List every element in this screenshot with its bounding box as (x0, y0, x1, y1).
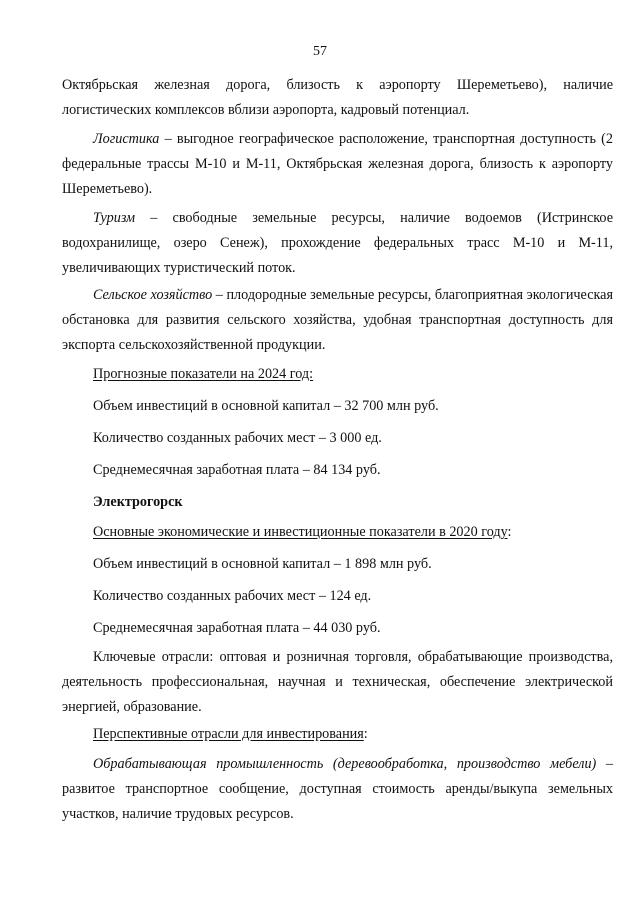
manufacturing-paragraph (62, 752, 613, 827)
forecast-salary: Среднемесячная заработная плата – 84 134 руб. (93, 462, 381, 478)
prospective-heading: Перспективные отрасли для инвестирования (93, 726, 364, 742)
manufacturing-text: – развитое транспортное сообщение, доступная стоимость аренды/выкупа земельных участков, наличие трудовых ресурсов. (62, 756, 613, 822)
manufacturing-term: Обрабатывающая промышленность (деревообработка, производство мебели) (93, 756, 597, 772)
indicators-heading-colon: : (507, 524, 512, 540)
agriculture-text: – плодородные земельные ресурсы, благоприятная экологическая обстановка для развития сельского хозяйства, удобная транспортная доступность для экспорта сельскохозяйственной продукции. (62, 287, 613, 353)
logistics-term: Логистика (93, 131, 160, 147)
logistics-text: – выгодное географическое расположение, транспортная доступность (2 федеральные трассы М-10 и М-11, Октябрьская железная дорога, близость к аэропорту Шереметьево). (62, 131, 613, 197)
logistics-paragraph (62, 127, 613, 202)
tourism-term: Туризм (93, 210, 136, 226)
tourism-paragraph (62, 206, 613, 281)
city-heading: Электрогорск (93, 494, 183, 510)
indicators-heading: Основные экономические и инвестиционные показатели в 2020 году (93, 524, 508, 540)
agriculture-paragraph (62, 283, 613, 358)
page-number: 57 (313, 44, 327, 59)
prospective-heading-colon: : (363, 726, 368, 742)
prospective-heading-line (93, 722, 368, 747)
forecast-jobs: Количество созданных рабочих мест – 3 000 ед. (93, 430, 382, 446)
forecast-investment: Объем инвестиций в основной капитал – 32 700 млн руб. (93, 398, 439, 414)
indicators-salary: Среднемесячная заработная плата – 44 030 руб. (93, 620, 381, 636)
agriculture-term: Сельское хозяйство (93, 287, 213, 303)
indicators-jobs: Количество созданных рабочих мест – 124 ед. (93, 588, 372, 604)
indicators-heading-line (93, 520, 511, 545)
indicators-investment: Объем инвестиций в основной капитал – 1 898 млн руб. (93, 556, 432, 572)
continued-paragraph: Октябрьская железная дорога, близость к аэропорту Шереметьево), наличие логистических комплексов вблизи аэропорта, кадровый потенциал. (62, 77, 613, 118)
tourism-text: – свободные земельные ресурсы, наличие водоемов (Истринское водохранилище, озеро Сенеж), прохождение федеральных трасс М-10 и М-11, увеличивающих туристический поток. (62, 210, 613, 276)
key-industries-paragraph: Ключевые отрасли: оптовая и розничная торговля, обрабатывающие производства, деятельность профессиональная, научная и техническая, обеспечение электрической энергией, образование. (62, 649, 613, 715)
forecast-heading: Прогнозные показатели на 2024 год: (93, 366, 314, 382)
